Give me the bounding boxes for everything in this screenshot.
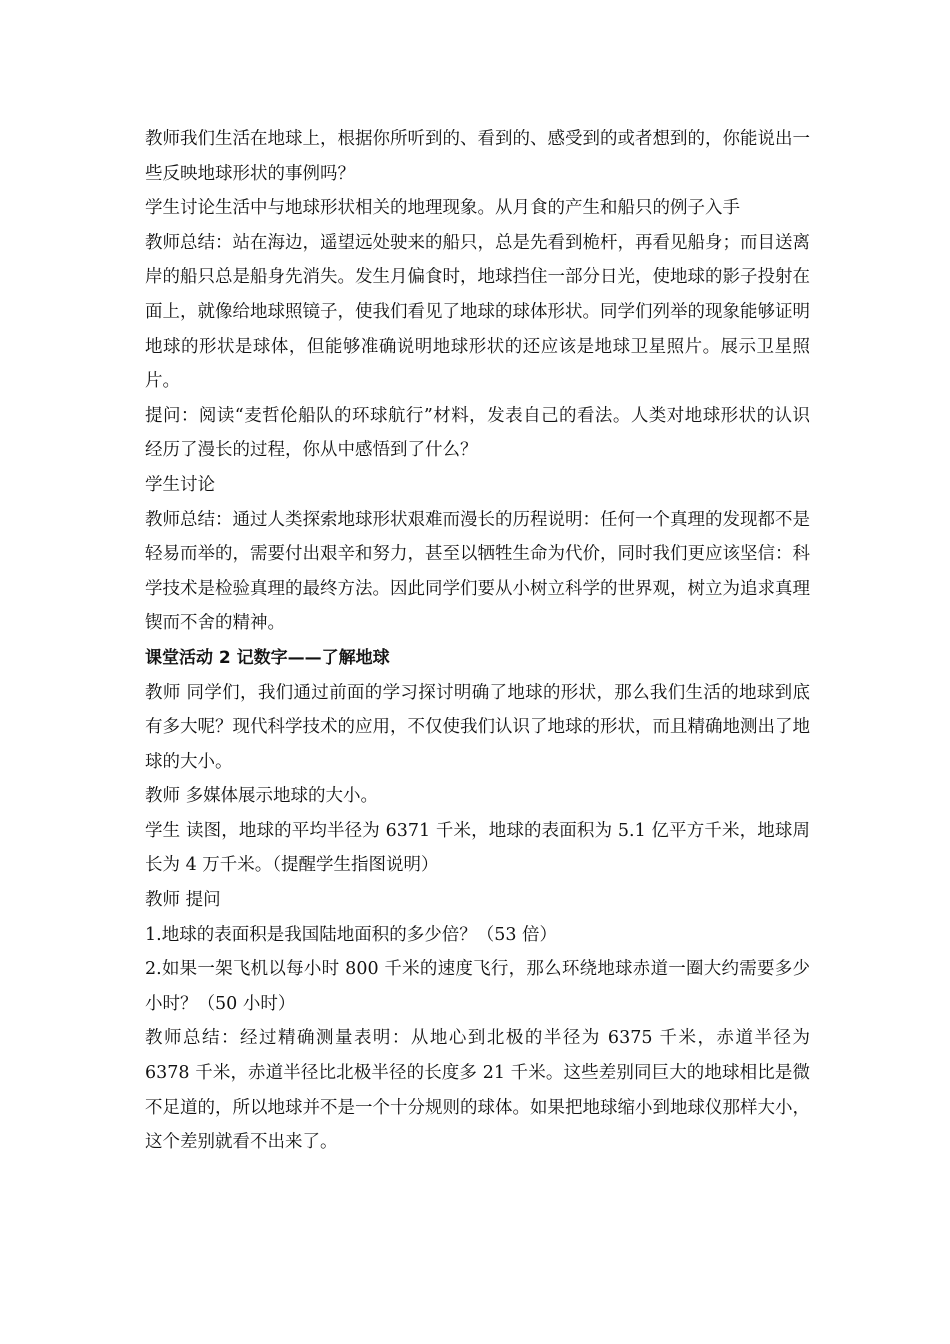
paragraph-teacher-summary-truth: 教师总结：通过人类探索地球形状艰难而漫长的历程说明：任何一个真理的发现都不是轻易而举的，需要付出艰辛和努力，甚至以牺牲生命为代价，同时我们更应该坚信：科学技术是检验真理的最终方法。因此同学们要从小树立科学的世界观，树立为追求真理锲而不舍的精神。 [145, 509, 810, 634]
paragraph-student-read-figure: 学生 读图，地球的平均半径为 6371 千米，地球的表面积为 5.1 亿平方千米，地球周长为 4 万千米。（提醒学生指图说明） [145, 820, 810, 876]
paragraph-question-magellan: 提问：阅读“麦哲伦船队的环球航行”材料，发表自己的看法。人类对地球形状的认识经历了漫长的过程，你从中感悟到了什么？ [145, 405, 810, 461]
section-heading-activity-2: 课堂活动 2 记数字——了解地球 [145, 647, 390, 668]
paragraph-question-2: 2.如果一架飞机以每小时 800 千米的速度飞行，那么环绕地球赤道一圈大约需要多少小时？（50 小时） [145, 959, 810, 1014]
paragraph-teacher-multimedia: 教师 多媒体展示地球的大小。 [145, 786, 379, 807]
paragraph-teacher-summary-radius: 教师总结：经过精确测量表明：从地心到北极的半径为 6375 千米，赤道半径为 6378 千米，赤道半径比北极半径的长度多 21 千米。这些差别同巨大的地球相比是微不足道的，所以地球并不是一个十分规则的球体。如果把地球缩小到地球仪那样大小，这个差别就看不出来了。 [145, 1028, 810, 1153]
paragraph-teacher-summary-ships: 教师总结：站在海边，遥望远处驶来的船只，总是先看到桅杆，再看见船身；而目送离岸的船只总是船身先消失。发生月偏食时，地球挡住一部分日光，使地球的影子投射在面上，就像给地球照镜子，使我们看见了地球的球体形状。同学们列举的现象能够证明地球的形状是球体，但能够准确说明地球形状的还应该是地球卫星照片。展示卫星照片。 [145, 232, 810, 392]
paragraph-question-1: 1.地球的表面积是我国陆地面积的多少倍？（53 倍） [145, 924, 558, 945]
paragraph-student-discussion: 学生讨论生活中与地球形状相关的地理现象。从月食的产生和船只的例子入手 [145, 198, 740, 219]
paragraph-teacher-question: 教师我们生活在地球上，根据你所听到的、看到的、感受到的或者想到的，你能说出一些反映地球形状的事例吗？ [145, 129, 810, 184]
paragraph-student-discussion-2: 学生讨论 [145, 474, 215, 495]
document-body [145, 122, 810, 1160]
paragraph-teacher-ask: 教师 提问 [145, 890, 221, 911]
paragraph-teacher-earth-size: 教师 同学们，我们通过前面的学习探讨明确了地球的形状，那么我们生活的地球到底有多大呢？现代科学技术的应用，不仅使我们认识了地球的形状，而且精确地测出了地球的大小。 [145, 682, 810, 772]
